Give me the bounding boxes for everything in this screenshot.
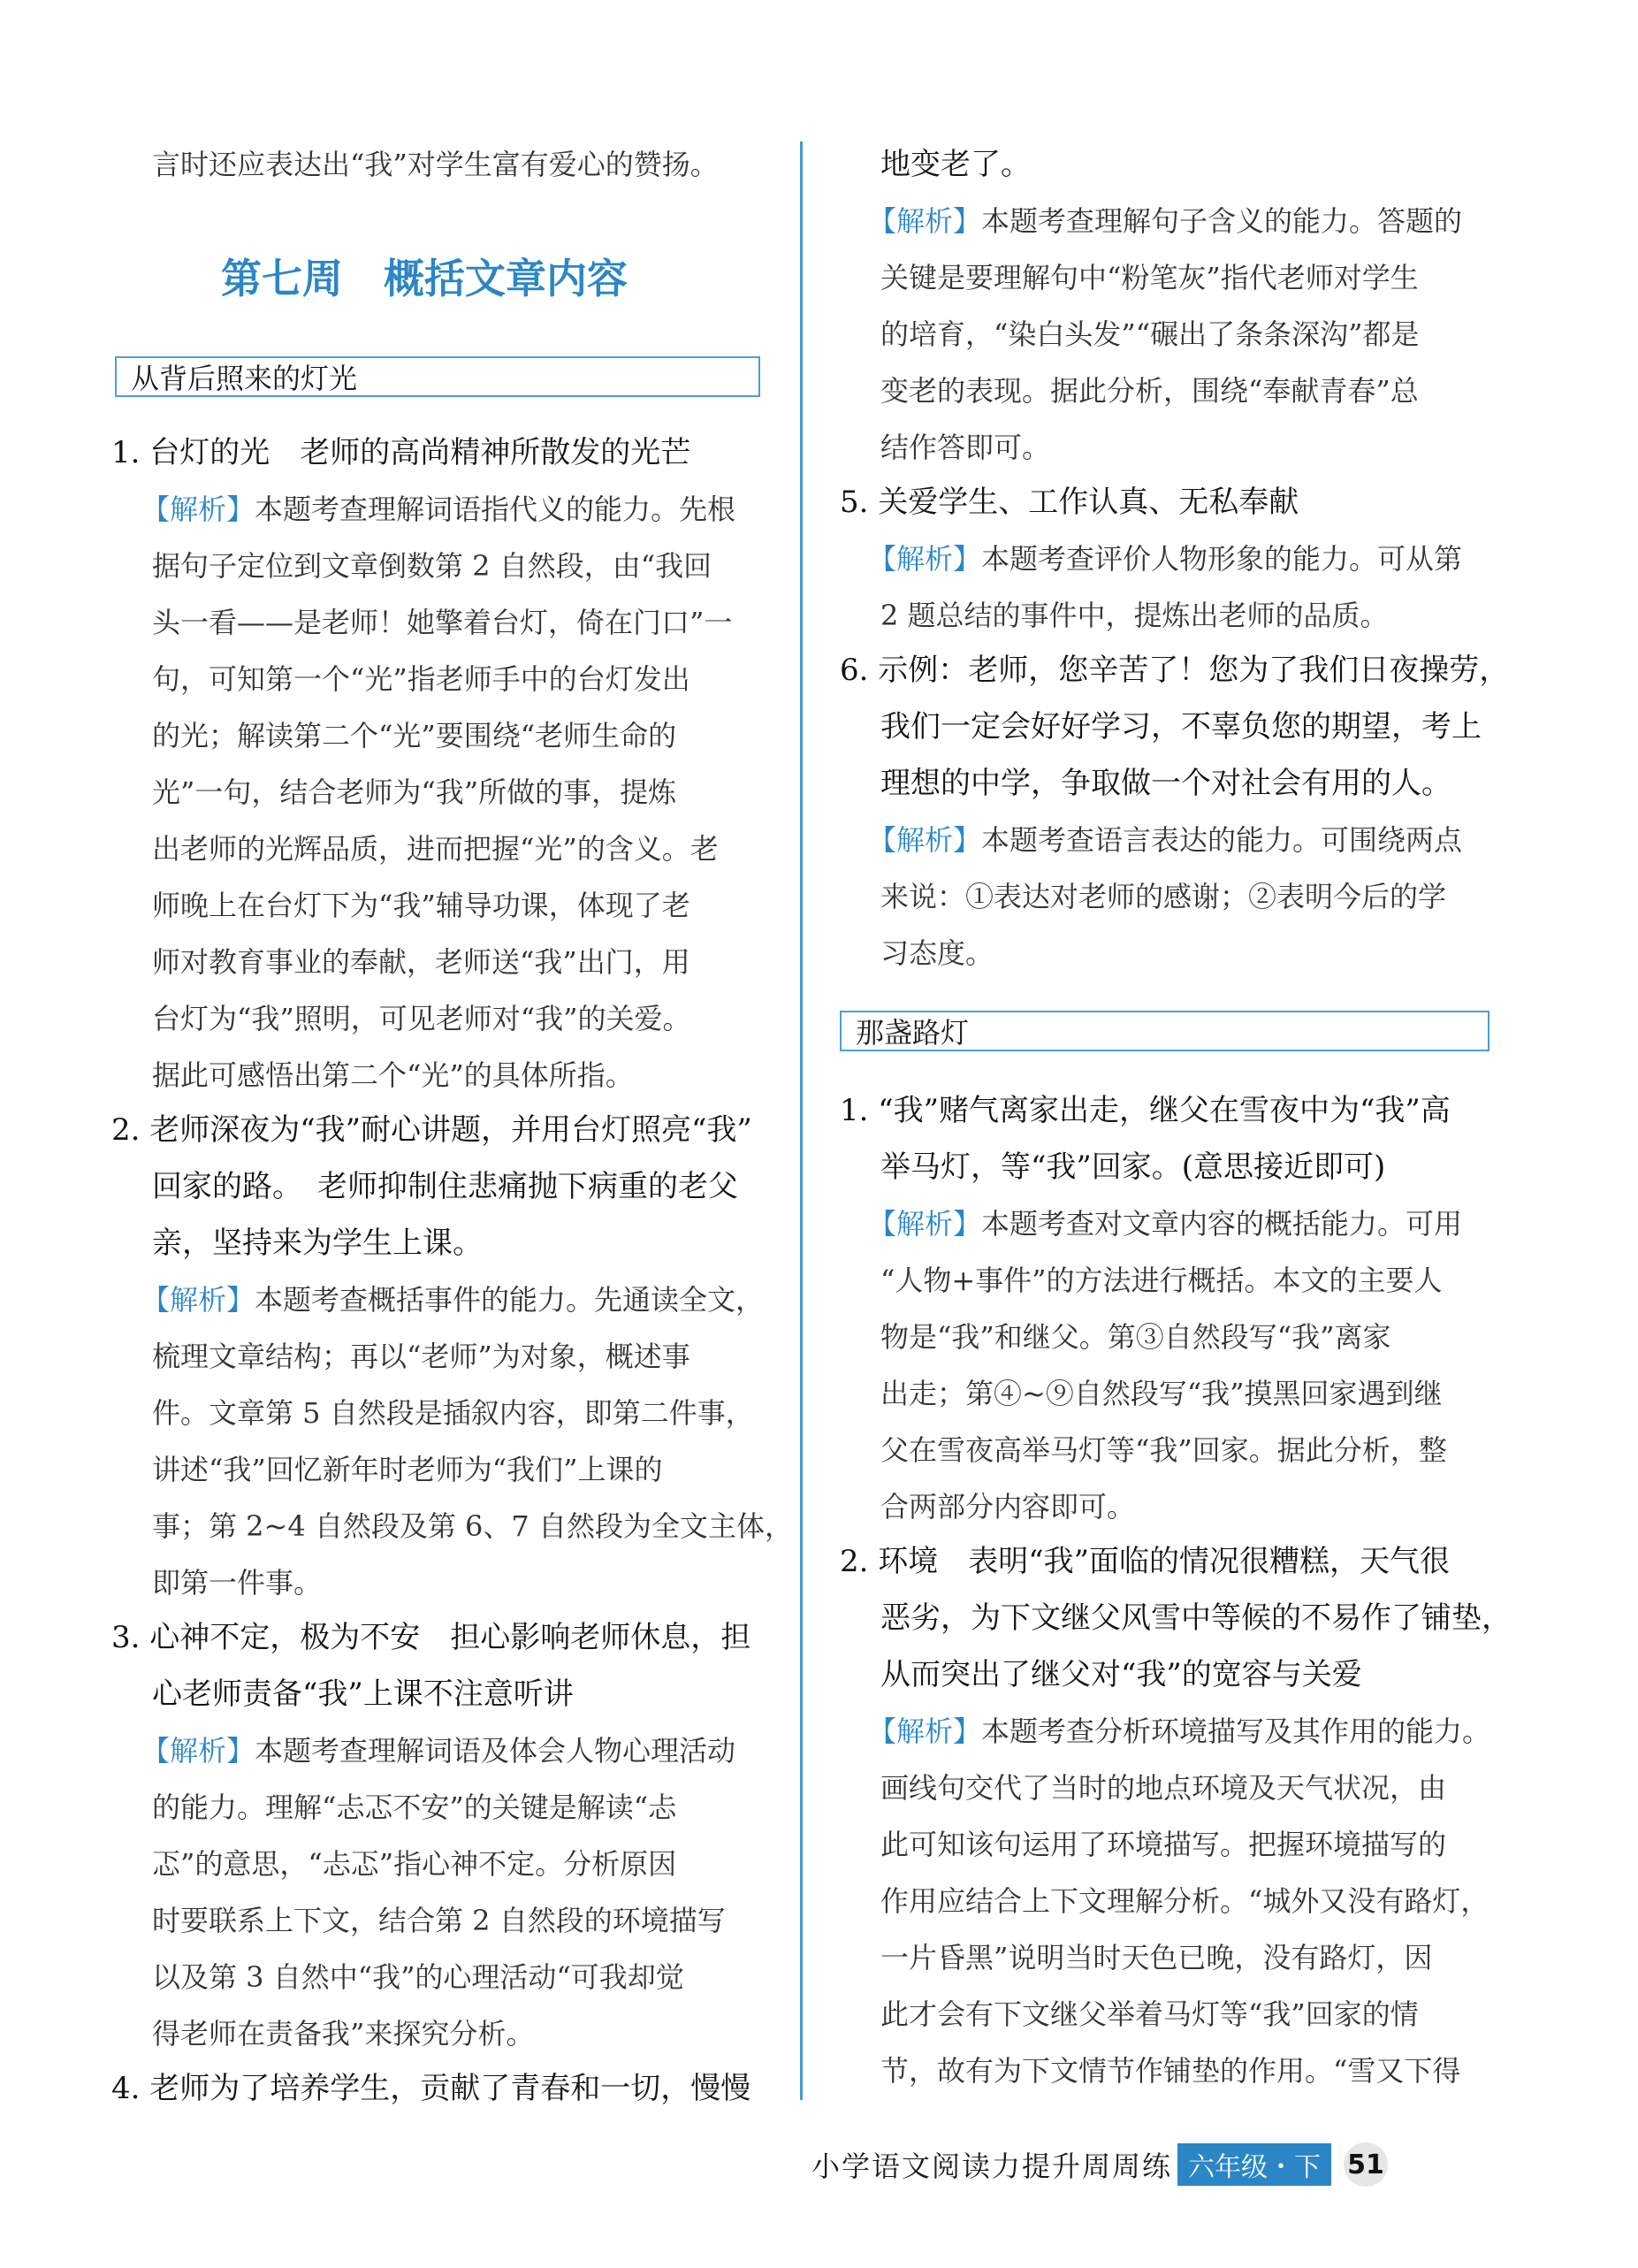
text-line: 师晚上在台灯下为“我”辅导功课，体现了老 [152, 889, 690, 922]
analysis-line [868, 541, 1462, 577]
analysis-text: 本题考查理解词语及体会人物心理活动 [255, 1734, 736, 1768]
text-line: 此可知该句运用了环境描写。把握环境描写的 [880, 1828, 1447, 1861]
answer-line: 1. 台灯的光 老师的高尚精神所散发的光芒 [111, 435, 691, 470]
text-line: 言时还应表达出“我”对学生富有爱心的赞扬。 [152, 148, 719, 181]
column-divider [800, 141, 803, 2100]
analysis-text: 本题考查语言表达的能力。可围绕两点 [981, 823, 1463, 857]
section-title-2: 那盏路灯 [840, 1011, 1489, 1051]
answer-line: 理想的中学，争取做一个对社会有用的人。 [880, 766, 1451, 801]
text-line: 一片昏黑”说明当时天色已晚，没有路灯，因 [880, 1941, 1433, 1974]
text-line: 光”一句，结合老师为“我”所做的事，提炼 [152, 775, 677, 809]
text-line: 出老师的光辉品质，进而把握“光”的含义。老 [152, 832, 719, 866]
text-line: 作用应结合上下文理解分析。“城外又没有路灯， [880, 1884, 1489, 1918]
text-line: 时要联系上下文，结合第 2 自然段的环境描写 [152, 1904, 726, 1937]
text-line: 件。文章第 5 自然段是插叙内容，即第二件事， [152, 1396, 754, 1430]
text-line: 台灯为“我”照明，可见老师对“我”的关爱。 [152, 1002, 691, 1035]
analysis-line [141, 1282, 764, 1317]
analysis-tag: 【解析】 [868, 1714, 982, 1748]
text-line: 画线句交代了当时的地点环境及天气状况，由 [880, 1771, 1447, 1805]
text-line: 习态度。 [880, 936, 994, 970]
analysis-line [141, 492, 735, 527]
answer-line: 从而突出了继父对“我”的宽容与关爱 [880, 1657, 1362, 1692]
text-line: 关键是要理解句中“粉笔灰”指代老师对学生 [880, 261, 1419, 294]
text-line: 得老师在责备我”来探究分析。 [152, 2017, 535, 2050]
analysis-line [868, 203, 1462, 239]
text-line: 2 题总结的事件中，提炼出老师的品质。 [880, 599, 1389, 632]
analysis-line [141, 1733, 735, 1768]
page-footer [811, 2140, 1388, 2189]
text-line: 句，可知第一个“光”指老师手中的台灯发出 [152, 662, 690, 696]
analysis-tag: 【解析】 [868, 204, 982, 238]
answer-line: 1. “我”赌气离家出走，继父在雪夜中为“我”高 [840, 1093, 1451, 1128]
text-line: 节，故有为下文情节作铺垫的作用。“雪又下得 [880, 2054, 1461, 2088]
answer-line: 6. 示例：老师，您辛苦了！您为了我们日夜操劳， [840, 653, 1510, 688]
analysis-tag: 【解析】 [868, 823, 982, 857]
analysis-tag: 【解析】 [141, 493, 255, 526]
text-line: 结作答即可。 [880, 431, 1051, 464]
text-line: 父在雪夜高举马灯等“我”回家。据此分析，整 [880, 1433, 1447, 1467]
text-line: 出走；第④~⑨自然段写“我”摸黑回家遇到继 [880, 1377, 1443, 1410]
analysis-line [868, 1714, 1490, 1749]
text-line: 据句子定位到文章倒数第 2 自然段，由“我回 [152, 549, 712, 583]
text-line: 合两部分内容即可。 [880, 1490, 1136, 1523]
analysis-text: 本题考查评价人物形象的能力。可从第 [981, 542, 1463, 576]
answer-line: 2. 环境 表明“我”面临的情况很糟糕，天气很 [840, 1544, 1451, 1579]
analysis-line [868, 1206, 1462, 1241]
analysis-tag: 【解析】 [868, 1207, 982, 1241]
answer-line: 地变老了。 [880, 147, 1031, 182]
text-line: 的能力。理解“忐忑不安”的关键是解读“忐 [152, 1791, 677, 1824]
analysis-text: 本题考查对文章内容的概括能力。可用 [981, 1207, 1463, 1241]
text-line: 来说：①表达对老师的感谢；②表明今后的学 [880, 880, 1447, 913]
answer-line: 2. 老师深夜为“我”耐心讲题，并用台灯照亮“我” [111, 1112, 752, 1148]
text-line: 变老的表现。据此分析，围绕“奉献青春”总 [880, 374, 1419, 408]
text-line: 此才会有下文继父举着马灯等“我”回家的情 [880, 1997, 1419, 2031]
page-number: 51 [1344, 2142, 1388, 2187]
text-line: 头一看——是老师！她擎着台灯，倚在门口”一 [152, 606, 733, 639]
text-line: 物是“我”和继父。第③自然段写“我”离家 [880, 1320, 1391, 1354]
text-line: 即第一件事。 [152, 1566, 323, 1600]
answer-line: 举马灯，等“我”回家。(意思接近即可) [880, 1149, 1386, 1185]
text-line: 梳理文章结构；再以“老师”为对象，概述事 [152, 1340, 690, 1373]
analysis-line [868, 822, 1462, 858]
text-line: 据此可感悟出第二个“光”的具体所指。 [152, 1058, 634, 1092]
answer-line: 5. 关爱学生、工作认真、无私奉献 [840, 485, 1299, 520]
text-line: 以及第 3 自然中“我”的心理活动“可我却觉 [152, 1960, 684, 1994]
answer-line: 3. 心神不定，极为不安 担心影响老师休息，担 [111, 1620, 751, 1655]
answer-line: 恶劣，为下文继父风雪中等候的不易作了铺垫， [880, 1600, 1512, 1636]
answer-line: 我们一定会好好学习，不辜负您的期望，考上 [880, 709, 1482, 745]
analysis-text: 本题考查分析环境描写及其作用的能力。 [981, 1714, 1491, 1748]
section-title-1: 从背后照来的灯光 [115, 356, 760, 397]
book-title: 小学语文阅读力提升周周练 [811, 2150, 1173, 2183]
analysis-tag: 【解析】 [141, 1283, 255, 1317]
answer-line: 回家的路。 老师抑制住悲痛抛下病重的老父 [152, 1169, 738, 1204]
text-line: 讲述“我”回忆新年时老师为“我们”上课的 [152, 1453, 663, 1486]
analysis-text: 本题考查理解句子含义的能力。答题的 [981, 204, 1463, 238]
answer-line: 亲，坚持来为学生上课。 [152, 1226, 483, 1261]
analysis-text: 本题考查理解词语指代义的能力。先根 [255, 493, 736, 526]
text-line: 的培育，“染白头发”“碾出了条条深沟”都是 [880, 317, 1420, 351]
text-line: 忑”的意思，“忐忑”指心神不定。分析原因 [152, 1847, 677, 1881]
week-title: 第七周 概括文章内容 [221, 255, 628, 302]
answer-line: 4. 老师为了培养学生，贡献了青春和一切，慢慢 [111, 2071, 751, 2106]
grade-badge: 六年级・下 [1177, 2143, 1331, 2186]
text-line: 师对教育事业的奉献，老师送“我”出门，用 [152, 945, 690, 979]
analysis-tag: 【解析】 [141, 1734, 255, 1768]
answer-line: 心老师责备“我”上课不注意听讲 [152, 1676, 574, 1712]
analysis-text: 本题考查概括事件的能力。先通读全文， [255, 1283, 765, 1317]
text-line: 事；第 2~4 自然段及第 6、7 自然段为全文主体， [152, 1509, 793, 1543]
text-line: 的光；解读第二个“光”要围绕“老师生命的 [152, 719, 677, 752]
text-line: “人物+事件”的方法进行概括。本文的主要人 [880, 1264, 1443, 1297]
analysis-tag: 【解析】 [868, 542, 982, 576]
